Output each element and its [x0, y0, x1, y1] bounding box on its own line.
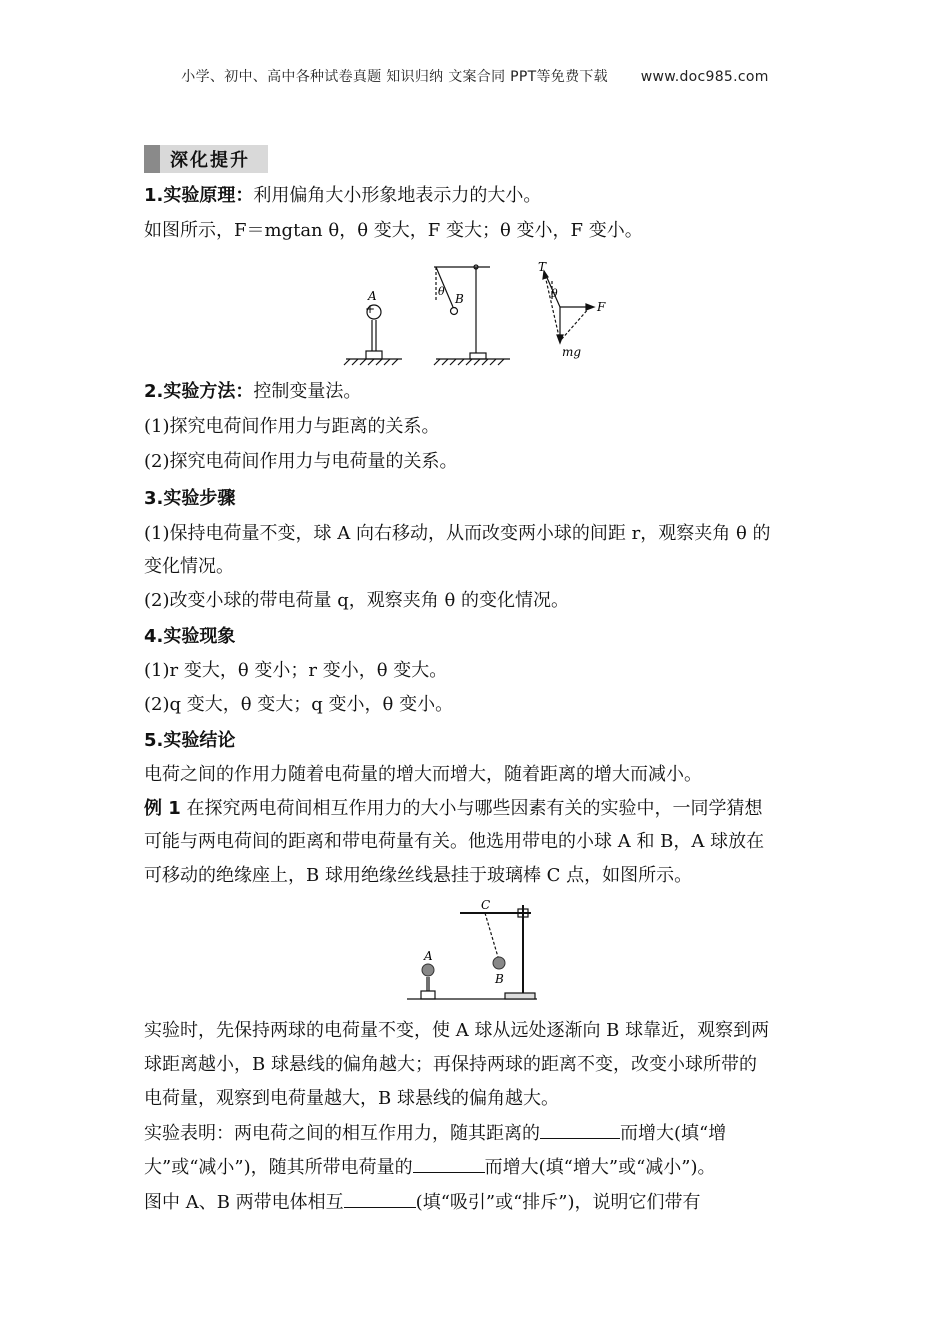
steps-item-2: (2)改变小球的带电荷量 q，观察夹角 θ 的变化情况。: [144, 590, 570, 611]
example-text-1: 在探究两电荷间相互作用力的大小与哪些因素有关的实验中，一同学猜想: [186, 798, 763, 819]
body-line-2: 球距离越小，B 球悬线的偏角越大；再保持两球的距离不变，改变小球所带的: [144, 1054, 757, 1075]
method-item-1: (1)探究电荷间作用力与距离的关系。: [144, 416, 440, 437]
example-label: 例 1: [144, 798, 181, 819]
conclusion-heading: 5.实验结论: [144, 730, 236, 751]
fig2-label-a: A: [424, 949, 433, 963]
answer-blank-1[interactable]: [540, 1122, 620, 1139]
steps-heading: 3.实验步骤: [144, 488, 236, 509]
fig2-label-b: B: [495, 972, 504, 986]
question-text-2b: 而增大(填“增大”或“减小”)。: [484, 1157, 716, 1178]
page-header: [0, 66, 950, 86]
example-line-3: 可移动的绝缘座上，B 球用绝缘丝线悬挂于玻璃棒 C 点，如图所示。: [144, 865, 693, 886]
method-text: 控制变量法。: [253, 381, 362, 402]
header-url[interactable]: www.doc985.com: [640, 69, 769, 85]
fig1-label-t: T: [538, 260, 547, 274]
formula-line: 如图所示，F＝mgtan θ，θ 变大，F 变大；θ 变小，F 变小。: [144, 220, 643, 241]
fig2-ball-b: [493, 957, 505, 969]
question-text-3b: (填“吸引”或“排斥”)，说明它们带有: [415, 1192, 701, 1213]
fig1-stand-b: [434, 265, 510, 365]
phenomena-item-2: (2)q 变大，θ 变大；q 变小，θ 变小。: [144, 694, 454, 715]
principle-text: 利用偏角大小形象地表示力的大小。: [253, 185, 542, 206]
figure-2: [405, 895, 545, 1005]
fig1-plus-sign: +: [364, 302, 376, 316]
fig2-ball-a: [422, 964, 434, 976]
conclusion-text: 电荷之间的作用力随着电荷量的增大而增大，随着距离的增大而减小。: [144, 764, 702, 785]
question-line-1: [144, 1122, 809, 1146]
phenomena-item-1: (1)r 变大，θ 变小；r 变小，θ 变大。: [144, 660, 448, 681]
fig1-label-a: A: [368, 289, 377, 303]
fig1-label-mg: mg: [562, 345, 582, 359]
fig1-force-diagram: [543, 271, 594, 343]
method-item-2: (2)探究电荷间作用力与电荷量的关系。: [144, 451, 458, 472]
question-text-1a: 实验表明：两电荷之间的相互作用力，随其距离的: [144, 1123, 540, 1144]
fig1-label-b: B: [455, 292, 464, 306]
question-text-1b: 而增大(填“增: [620, 1123, 727, 1144]
steps-item-1a: (1)保持电荷量不变，球 A 向右移动，从而改变两小球的间距 r，观察夹角 θ 的: [144, 523, 771, 544]
answer-blank-2[interactable]: [413, 1156, 485, 1173]
body-line-3: 电荷量，观察到电荷量越大，B 球悬线的偏角越大。: [144, 1088, 559, 1109]
question-text-3a: 图中 A、B 两带电体相互: [144, 1192, 344, 1213]
example-line-1: [144, 797, 809, 821]
fig1-label-f: F: [597, 300, 606, 314]
phenomena-heading: 4.实验现象: [144, 626, 236, 647]
principle-heading: 1.实验原理：: [144, 185, 254, 206]
question-text-2a: 大”或“减小”)，随其所带电荷量的: [144, 1157, 413, 1178]
answer-blank-3[interactable]: [344, 1191, 416, 1208]
figure-1: [340, 255, 620, 370]
body-line-1: 实验时，先保持两球的电荷量不变，使 A 球从远处逐渐向 B 球靠近，观察到两: [144, 1020, 770, 1041]
question-line-3: [144, 1191, 809, 1215]
section-title: 深化提升: [170, 150, 250, 171]
fig1-theta: θ: [438, 285, 445, 298]
section-title-bar: [144, 145, 160, 173]
method-heading: 2.实验方法：: [144, 381, 254, 402]
fig2-label-c: C: [481, 898, 491, 912]
question-line-2: [144, 1156, 809, 1180]
section-title-box: [144, 145, 268, 173]
fig1-theta-2: θ: [551, 287, 558, 300]
method-line: [144, 380, 809, 404]
principle-line: [144, 184, 809, 208]
example-line-2: 可能与两电荷间的距离和带电荷量有关。他选用带电的小球 A 和 B，A 球放在: [144, 831, 765, 852]
header-text: 小学、初中、高中各种试卷真题 知识归纳 文案合同 PPT等免费下载: [181, 69, 608, 85]
steps-item-1b: 变化情况。: [144, 556, 234, 577]
